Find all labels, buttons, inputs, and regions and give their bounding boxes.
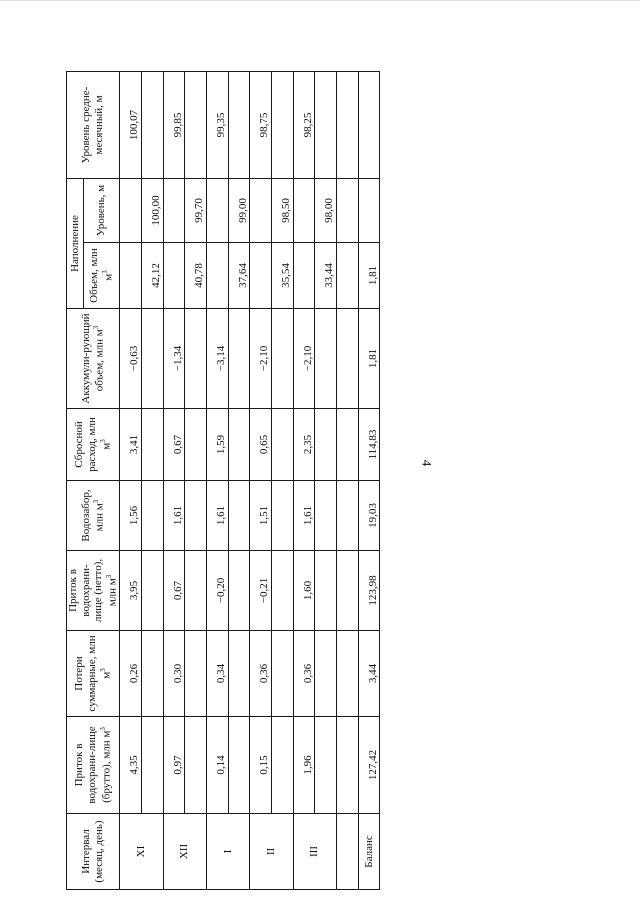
header-interval: Интервал (месяц, день): [67, 814, 120, 890]
balance-intake: 19,03: [358, 481, 380, 551]
balance-level: [358, 179, 380, 243]
level-avg-cell: 99,35: [206, 72, 228, 179]
losses-cell: 0,34: [206, 631, 228, 717]
inflow-net-cell: [315, 551, 337, 631]
intake-cell: [185, 481, 207, 551]
table-header: [67, 72, 120, 890]
discharge-cell: 0,67: [163, 409, 185, 481]
inflow-gross-cell: 1,96: [293, 717, 315, 814]
header-discharge: Сбросной расход, млн $м^3$: [67, 409, 120, 481]
level-avg-cell: 98,75: [250, 72, 272, 179]
volume-cell: 33,44: [315, 243, 337, 309]
level-avg-cell: 98,25: [293, 72, 315, 179]
table-row: [315, 72, 337, 890]
balance-level-avg: [358, 72, 380, 179]
table-row: [250, 72, 272, 890]
level-cell: [163, 179, 185, 243]
table-row: [141, 72, 163, 890]
volume-cell: [206, 243, 228, 309]
balance-label: Баланс: [358, 814, 380, 890]
volume-cell: [120, 243, 142, 309]
intake-cell: [141, 481, 163, 551]
discharge-cell: [336, 409, 358, 481]
losses-cell: [271, 631, 293, 717]
accumulated-cell: [228, 309, 250, 409]
table-row: [271, 72, 293, 890]
level-cell: 99,70: [185, 179, 207, 243]
inflow-net-cell: 1,60: [293, 551, 315, 631]
level-cell: [336, 179, 358, 243]
volume-cell: [293, 243, 315, 309]
table-row: [228, 72, 250, 890]
discharge-cell: 0,65: [250, 409, 272, 481]
volume-cell: [336, 243, 358, 309]
inflow-net-cell: [141, 551, 163, 631]
header-accumulated: Аккумули-рующий объем, млн $м^3$: [67, 309, 120, 409]
inflow-gross-cell: [228, 717, 250, 814]
intake-cell: 1,61: [163, 481, 185, 551]
discharge-cell: 2,35: [293, 409, 315, 481]
losses-cell: [141, 631, 163, 717]
header-level-avg: Уровень средне-месячный, м: [67, 72, 120, 179]
level-cell: [293, 179, 315, 243]
accumulated-cell: [271, 309, 293, 409]
accumulated-cell: −2,10: [293, 309, 315, 409]
intake-cell: [228, 481, 250, 551]
accumulated-cell: −0,63: [120, 309, 142, 409]
inflow-gross-cell: [141, 717, 163, 814]
inflow-net-cell: [336, 551, 358, 631]
level-cell: [206, 179, 228, 243]
accumulated-cell: −2,10: [250, 309, 272, 409]
inflow-gross-cell: 0,15: [250, 717, 272, 814]
interval-cell: [336, 814, 358, 890]
intake-cell: 1,61: [206, 481, 228, 551]
interval-cell: I: [206, 814, 249, 890]
level-avg-cell: [228, 72, 250, 179]
losses-cell: 0,30: [163, 631, 185, 717]
table-row: [185, 72, 207, 890]
accumulated-cell: [185, 309, 207, 409]
interval-cell: II: [250, 814, 293, 890]
reservoir-balance-table-wrapper: [66, 72, 379, 890]
level-avg-cell: 99,85: [163, 72, 185, 179]
interval-cell: XII: [163, 814, 206, 890]
table-row: [120, 72, 142, 890]
balance-inflow-gross: 127,42: [358, 717, 380, 814]
intake-cell: 1,61: [293, 481, 315, 551]
level-avg-cell: [315, 72, 337, 179]
table-row: [206, 72, 228, 890]
inflow-gross-cell: 0,14: [206, 717, 228, 814]
header-level: Уровень, м: [84, 179, 120, 243]
inflow-net-cell: [271, 551, 293, 631]
volume-cell: [250, 243, 272, 309]
accumulated-cell: [315, 309, 337, 409]
losses-cell: 0,36: [293, 631, 315, 717]
balance-inflow-net: 123,98: [358, 551, 380, 631]
intake-cell: 1,56: [120, 481, 142, 551]
inflow-gross-cell: [271, 717, 293, 814]
balance-discharge: 114,83: [358, 409, 380, 481]
table-row: [163, 72, 185, 890]
intake-cell: [315, 481, 337, 551]
discharge-cell: 1,59: [206, 409, 228, 481]
volume-cell: 42,12: [141, 243, 163, 309]
losses-cell: [185, 631, 207, 717]
accumulated-cell: −1,34: [163, 309, 185, 409]
interval-cell: XI: [120, 814, 163, 890]
header-volume: Объем, млн $м^3$: [84, 243, 120, 309]
inflow-gross-cell: 0,97: [163, 717, 185, 814]
volume-cell: 35,54: [271, 243, 293, 309]
discharge-cell: [141, 409, 163, 481]
header-filling: Наполнение: [67, 179, 84, 309]
discharge-cell: [185, 409, 207, 481]
discharge-cell: [271, 409, 293, 481]
accumulated-cell: −3,14: [206, 309, 228, 409]
intake-cell: [336, 481, 358, 551]
losses-cell: 0,36: [250, 631, 272, 717]
table-row: [336, 72, 358, 890]
interval-cell: III: [293, 814, 336, 890]
inflow-gross-cell: [315, 717, 337, 814]
losses-cell: [336, 631, 358, 717]
header-inflow-gross: Приток в водохрани-лище (брутто), млн $м^3$: [67, 717, 120, 814]
inflow-gross-cell: [336, 717, 358, 814]
intake-cell: [271, 481, 293, 551]
level-cell: [120, 179, 142, 243]
table-body: [120, 72, 380, 890]
page-number: 4: [419, 459, 435, 467]
volume-cell: 40,78: [185, 243, 207, 309]
level-avg-cell: [336, 72, 358, 179]
discharge-cell: [315, 409, 337, 481]
level-avg-cell: [271, 72, 293, 179]
level-avg-cell: [185, 72, 207, 179]
inflow-net-cell: 3,95: [120, 551, 142, 631]
header-inflow-net: Приток в водохрани-лище (нетто), млн $м^3$: [67, 551, 120, 631]
table-row: [293, 72, 315, 890]
balance-accumulated: 1,81: [358, 309, 380, 409]
discharge-cell: [228, 409, 250, 481]
level-cell: 98,50: [271, 179, 293, 243]
inflow-gross-cell: 4,35: [120, 717, 142, 814]
accumulated-cell: [141, 309, 163, 409]
level-avg-cell: 100,07: [120, 72, 142, 179]
inflow-gross-cell: [185, 717, 207, 814]
balance-losses: 3,44: [358, 631, 380, 717]
inflow-net-cell: [228, 551, 250, 631]
header-losses: Потери суммарные, млн $м^3$: [67, 631, 120, 717]
inflow-net-cell: 0,67: [163, 551, 185, 631]
intake-cell: 1,51: [250, 481, 272, 551]
level-cell: 98,00: [315, 179, 337, 243]
header-water-intake: Водозабор, млн $м^3$: [67, 481, 120, 551]
balance-volume: 1,81: [358, 243, 380, 309]
accumulated-cell: [336, 309, 358, 409]
volume-cell: 37,64: [228, 243, 250, 309]
inflow-net-cell: −0,20: [206, 551, 228, 631]
inflow-net-cell: [185, 551, 207, 631]
reservoir-balance-table: [66, 71, 380, 890]
level-avg-cell: [141, 72, 163, 179]
discharge-cell: 3,41: [120, 409, 142, 481]
level-cell: [250, 179, 272, 243]
level-cell: 100,00: [141, 179, 163, 243]
balance-row: [358, 72, 380, 890]
losses-cell: [315, 631, 337, 717]
inflow-net-cell: −0,21: [250, 551, 272, 631]
volume-cell: [163, 243, 185, 309]
losses-cell: 0,26: [120, 631, 142, 717]
losses-cell: [228, 631, 250, 717]
level-cell: 99,00: [228, 179, 250, 243]
